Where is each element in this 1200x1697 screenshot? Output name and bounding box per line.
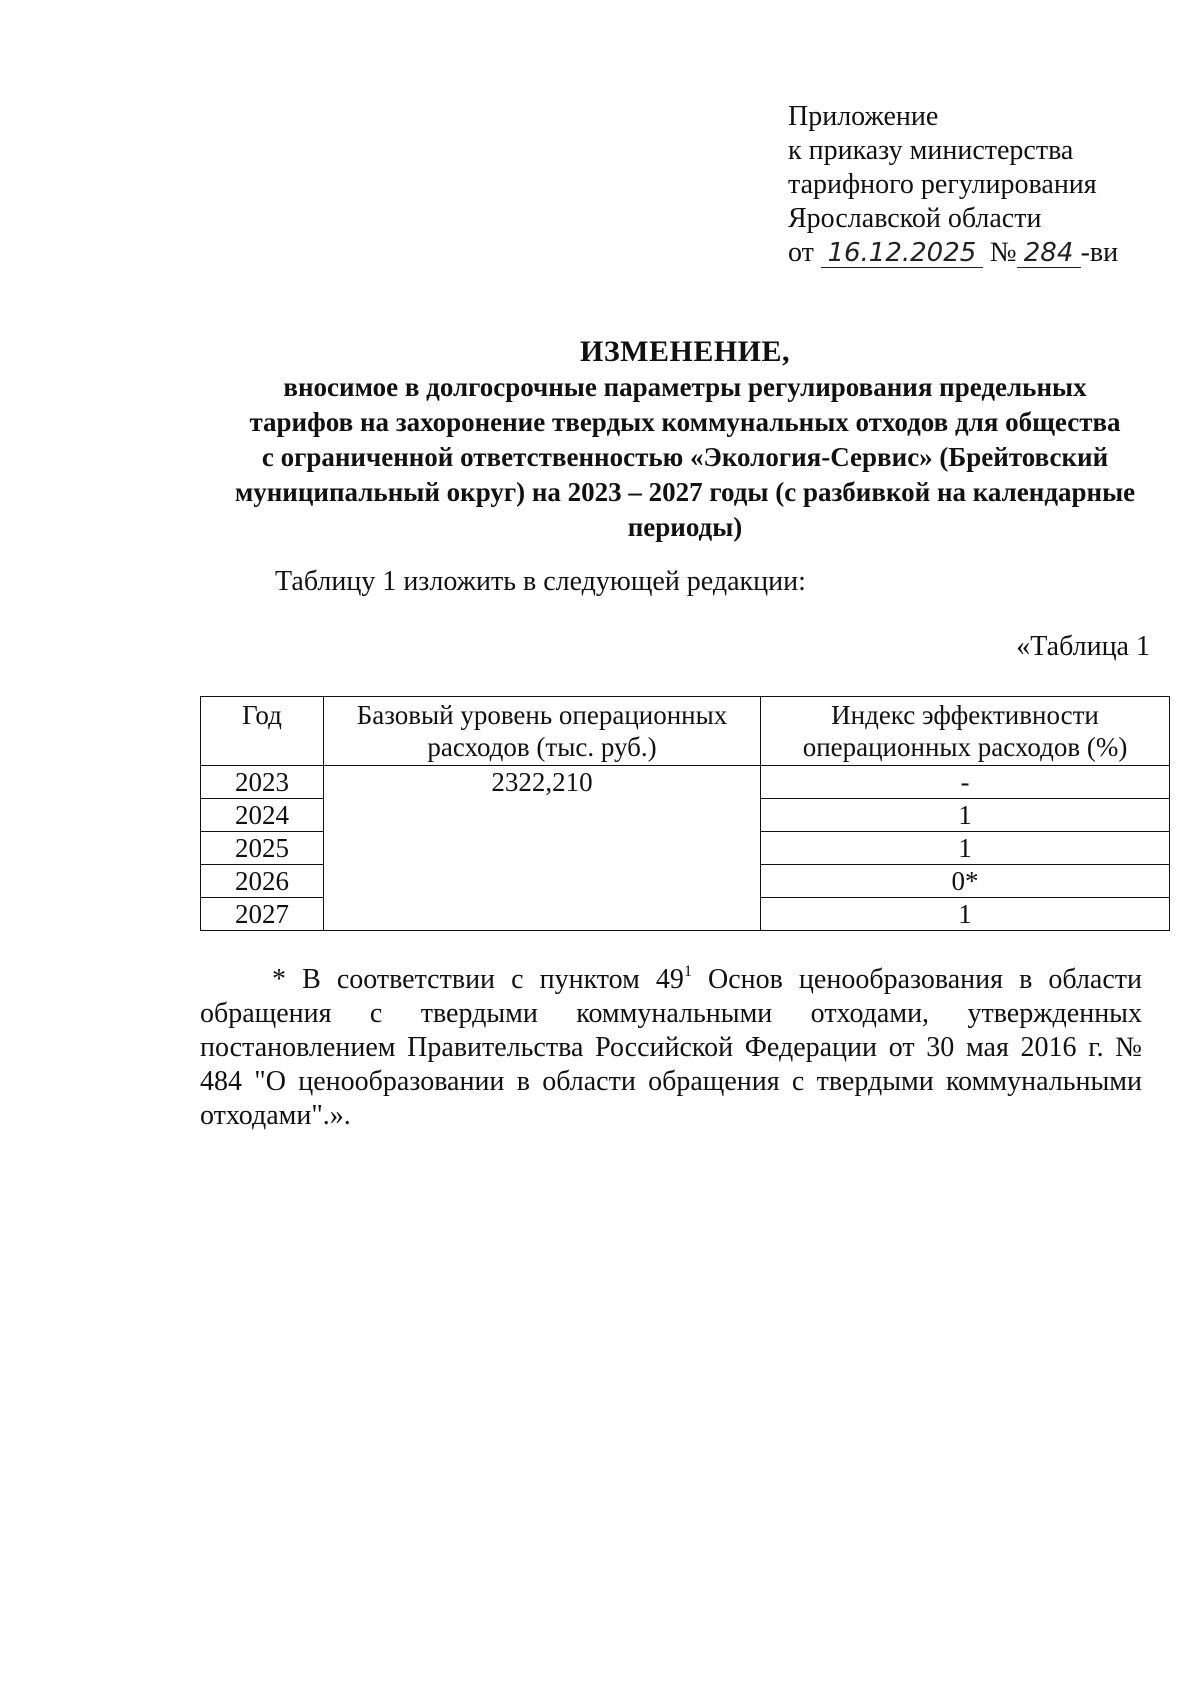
document-title (180, 334, 1190, 545)
title-line-5: периоды) (627, 512, 743, 542)
index-cell: 1 (761, 898, 1170, 931)
instruction-text: Таблицу 1 изложить в следующей редакции: (275, 566, 806, 597)
header-efficiency-index: Индекс эффективности операционных расходов (%) (761, 697, 1170, 766)
year-cell: 2027 (201, 898, 324, 931)
title-line-2: тарифов на захоронение твердых коммунальных отходов для общества (249, 407, 1121, 437)
approval-block (788, 100, 1168, 270)
title-line-4: муниципальный округ) на 2023 – 2027 годы (с разбивкой на календарные (234, 477, 1136, 507)
title-heading: ИЗМЕНЕНИЕ, (579, 335, 791, 368)
parameters-table (200, 696, 1170, 931)
year-cell: 2023 (201, 766, 324, 799)
footnote-text-start: * В соответствии с пунктом 49 (272, 964, 684, 995)
index-cell: 0* (761, 865, 1170, 898)
index-cell: 1 (761, 832, 1170, 865)
approval-line-4: Ярославской области (788, 203, 1042, 234)
header-year: Год (201, 697, 324, 766)
index-cell: 1 (761, 799, 1170, 832)
header-base-level: Базовый уровень операционных расходов (тыс. руб.) (324, 697, 761, 766)
approval-line-1: Приложение (788, 101, 939, 132)
table-row (201, 766, 1170, 799)
table-caption: «Таблица 1 (1016, 631, 1150, 662)
handwritten-date: 16.12.2025 (821, 239, 983, 268)
handwritten-number: 284 (1017, 239, 1081, 268)
approval-line-3: тарифного регулирования (788, 169, 1097, 200)
approval-line-2: к приказу министерства (788, 135, 1074, 166)
title-line-3: с ограниченной ответственностью «Экология-Сервис» (Брейтовский (261, 442, 1109, 472)
approval-date-line (788, 236, 1168, 270)
year-cell: 2026 (201, 865, 324, 898)
footnote-paragraph (200, 963, 1142, 1133)
footnote (200, 963, 1142, 1133)
base-level-cell: 2322,210 (324, 766, 761, 931)
number-prefix: № (989, 237, 1017, 268)
table-header-row (201, 697, 1170, 766)
footnote-superscript: 1 (683, 962, 692, 980)
date-prefix: от (788, 237, 814, 268)
number-suffix: -ви (1080, 237, 1119, 268)
index-cell: - (761, 766, 1170, 799)
footnote-text-end: Основ ценообразования в области обращения с твердыми коммунальными отходами, утвержденных постановлением Правительства Российской Федерации от 30 мая 2016 г. № 484 "О ценообразовании в области обращения с твердыми коммунальными отходами".». (200, 964, 1142, 1131)
year-cell: 2024 (201, 799, 324, 832)
title-line-1: вносимое в долгосрочные параметры регулирования предельных (283, 372, 1087, 402)
year-cell: 2025 (201, 832, 324, 865)
